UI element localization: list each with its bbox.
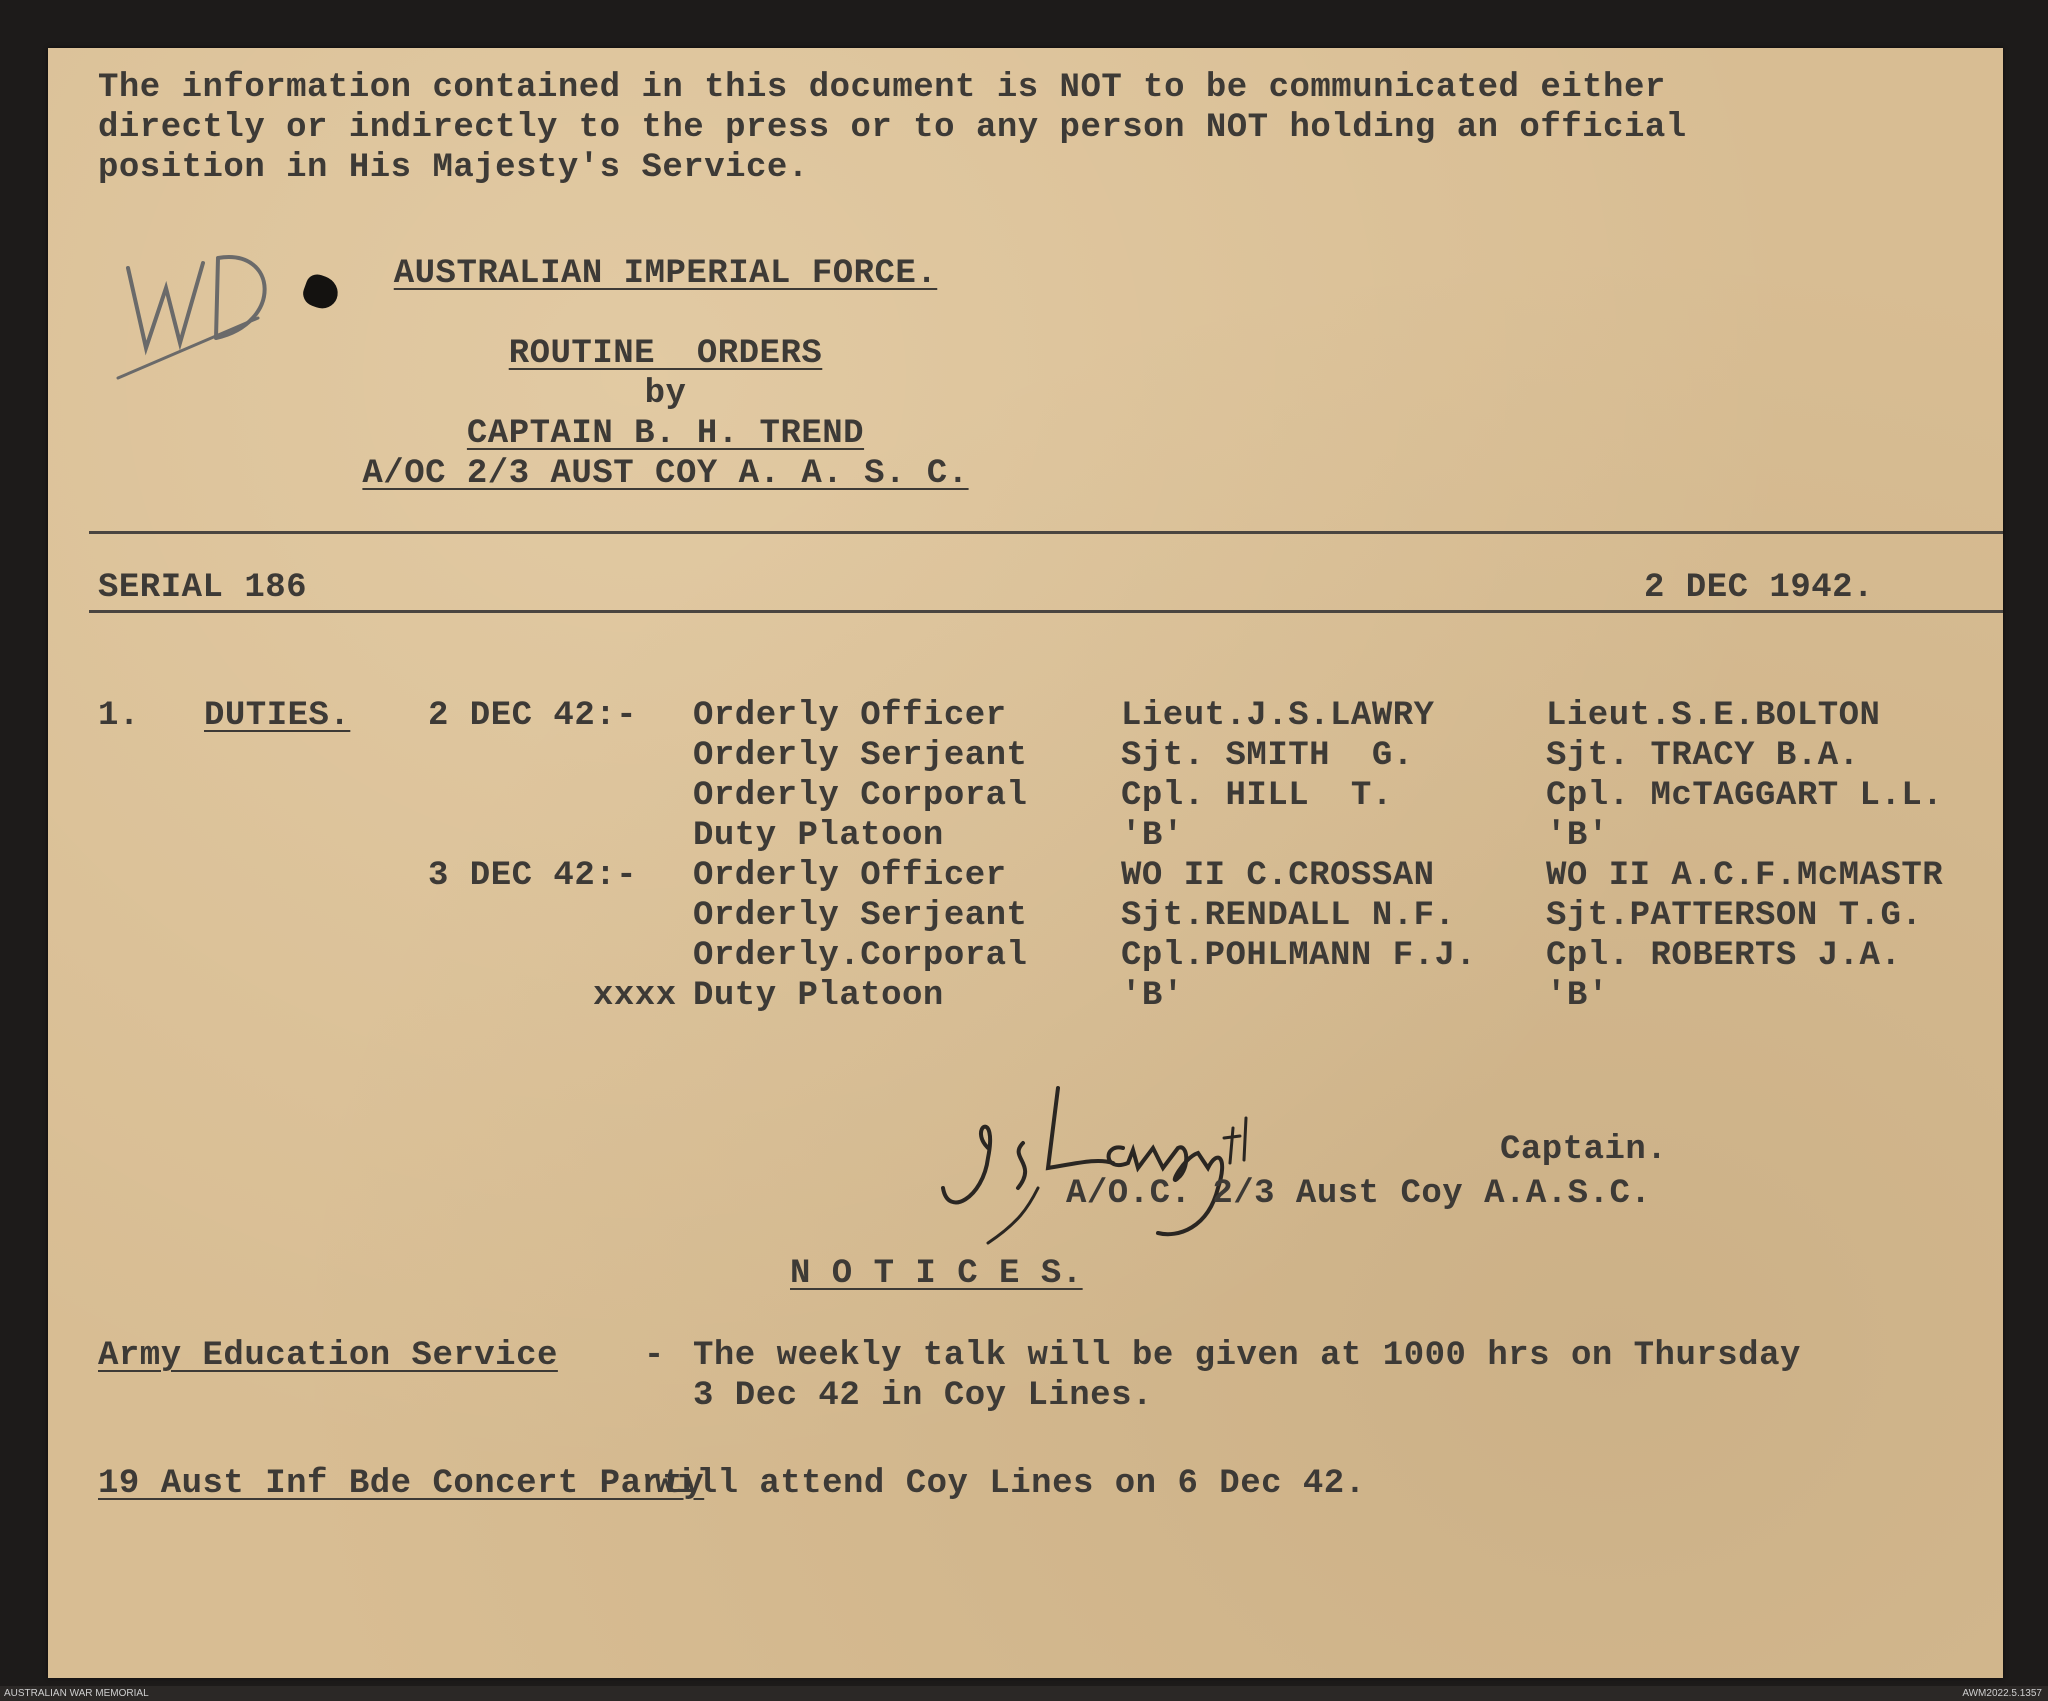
footer-accession-number: AWM2022.5.1357 [1962, 1688, 2042, 1699]
duty-second: Sjt. TRACY B.A. [1546, 737, 1860, 775]
signatory-appointment: A/O.C. 2/3 Aust Coy A.A.S.C. [1066, 1175, 1652, 1213]
serial-rule [89, 610, 2003, 613]
duty-second: Sjt.PATTERSON T.G. [1546, 897, 1923, 935]
duty-role: Orderly Corporal [693, 777, 1028, 815]
duty-first: WO II C.CROSSAN [1121, 857, 1435, 895]
duties-number: 1. [98, 697, 140, 735]
duty-role: Orderly Officer [693, 697, 1007, 735]
notice-text-line-2: 3 Dec 42 in Coy Lines. [693, 1377, 1153, 1415]
duty-first: Sjt. SMITH G. [1121, 737, 1414, 775]
duty-role: Orderly Officer [693, 857, 1007, 895]
duty-role: Duty Platoon [693, 817, 944, 855]
duty-second: WO II A.C.F.McMASTR [1546, 857, 1944, 895]
duty-second: Lieut.S.E.BOLTON [1546, 697, 1881, 735]
warning-line-1: The information contained in this document is NOT to be communicated either [98, 69, 1666, 107]
signatory-rank: Captain. [1500, 1131, 1668, 1169]
by-line: by [644, 375, 687, 413]
warning-line-2: directly or indirectly to the press or to any person NOT holding an official [98, 109, 1687, 147]
duty-date: 3 DEC 42:- [428, 857, 638, 895]
duty-role: Orderly Serjeant [693, 737, 1028, 775]
duty-date: 2 DEC 42:- [428, 697, 638, 735]
duty-first: Cpl.POHLMANN F.J. [1121, 937, 1477, 975]
warning-line-3: position in His Majesty's Service. [98, 149, 809, 187]
routine-orders-title: ROUTINE ORDERS [508, 335, 823, 373]
notices-heading: N O T I C E S. [790, 1255, 1083, 1293]
notice-separator: - [623, 1337, 686, 1375]
top-rule [89, 531, 2003, 534]
struck-out-text: xxxx [593, 977, 677, 1015]
duty-second: 'B' [1546, 817, 1609, 855]
duty-second: Cpl. ROBERTS J.A. [1546, 937, 1902, 975]
document-page [48, 48, 2003, 1678]
serial-number: SERIAL 186 [98, 569, 308, 607]
duty-first: Sjt.RENDALL N.F. [1121, 897, 1456, 935]
duty-first: 'B' [1121, 817, 1184, 855]
footer-institution: AUSTRALIAN WAR MEMORIAL [4, 1688, 149, 1699]
notice-text: will attend Coy Lines on 6 Dec 42. [634, 1465, 1366, 1503]
duty-first: Cpl. HILL T. [1121, 777, 1393, 815]
officer-name: CAPTAIN B. H. TREND [466, 415, 865, 453]
serial-date: 2 DEC 1942. [1644, 569, 1874, 607]
duty-role: Duty Platoon [693, 977, 944, 1015]
duty-second: 'B' [1546, 977, 1609, 1015]
duties-label: DUTIES. [204, 697, 351, 735]
unit-name: A/OC 2/3 AUST COY A. A. S. C. [362, 455, 969, 493]
duty-first: 'B' [1121, 977, 1184, 1015]
duty-second: Cpl. McTAGGART L.L. [1546, 777, 1944, 815]
duty-first: Lieut.J.S.LAWRY [1121, 697, 1435, 735]
notice-subject: 19 Aust Inf Bde Concert Party [98, 1465, 705, 1503]
force-heading: AUSTRALIAN IMPERIAL FORCE. [393, 255, 938, 293]
duty-role: Orderly Serjeant [693, 897, 1028, 935]
notice-text-line-1: The weekly talk will be given at 1000 hrs on Thursday [693, 1337, 1801, 1375]
notice-subject: Army Education Service [98, 1337, 558, 1375]
duty-role: Orderly.Corporal [693, 937, 1028, 975]
